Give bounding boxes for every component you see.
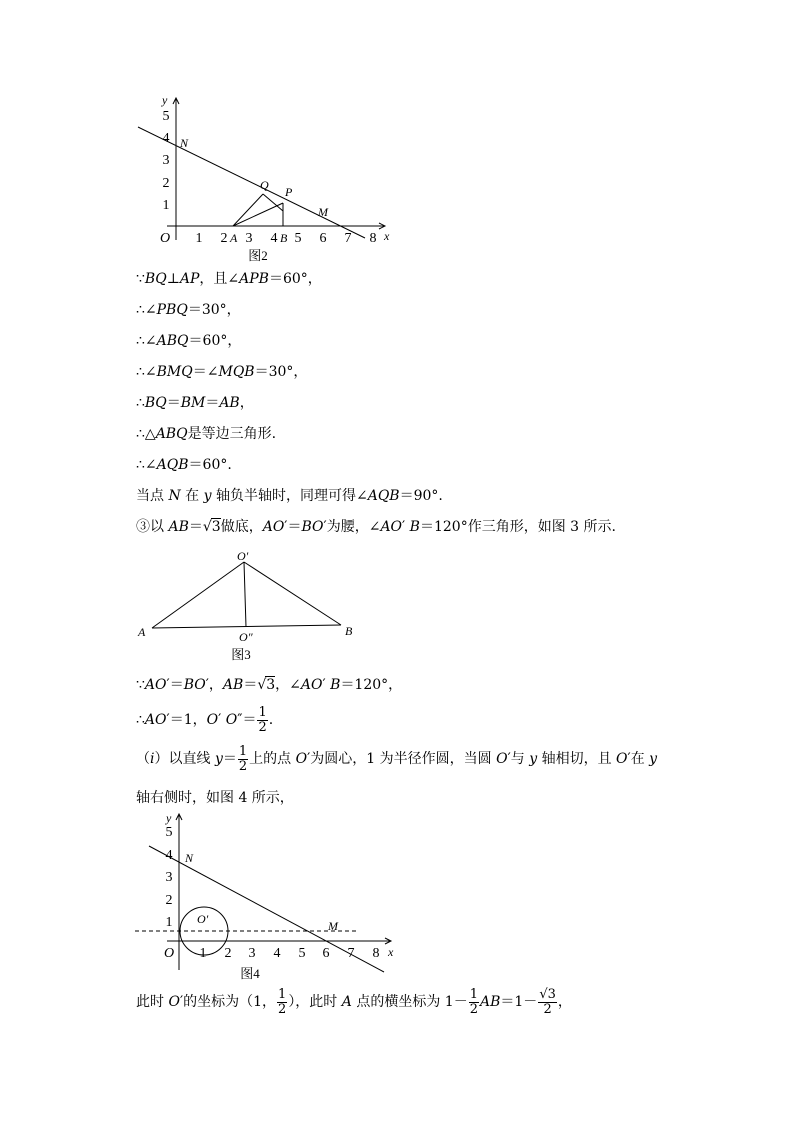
figure-4 — [135, 810, 395, 985]
origin-label: O — [159, 231, 171, 246]
x-tick-5: 5 — [298, 946, 306, 961]
point-a-label: A — [138, 625, 146, 639]
x-tick-4: 4 — [273, 946, 281, 961]
x-tick-1: 1 — [195, 231, 203, 246]
figure-3 — [135, 545, 365, 665]
fraction-half: $\frac{1}{2}$ — [258, 704, 267, 735]
x-tick-8: 8 — [369, 231, 377, 246]
point-m-label: M — [328, 919, 338, 933]
y-tick-2: 2 — [165, 893, 173, 908]
x-tick-3: 3 — [248, 946, 256, 961]
y-tick-5: 5 — [165, 825, 173, 840]
y-tick-4: 4 — [165, 848, 173, 863]
segment-a-o1 — [152, 562, 244, 628]
x-tick-7: 7 — [344, 231, 352, 246]
x-tick-4: 4 — [270, 231, 278, 246]
line-6: ∴△ABQ是等边三角形. — [136, 426, 277, 442]
origin-label: O — [163, 946, 175, 961]
line-4: ∴∠BMQ＝∠MQB＝30°， — [136, 364, 308, 380]
y-axis-label: y — [166, 811, 172, 825]
x-tick-3: 3 — [245, 231, 253, 246]
y-tick-2: 2 — [162, 176, 170, 191]
line-2: ∴∠PBQ＝30°， — [136, 302, 241, 318]
line-8: 当点 N 在 y 轴负半轴时，同理可得∠AQB＝90°. — [136, 488, 443, 504]
x-tick-2: 2 — [224, 946, 232, 961]
line-3: ∴∠ABQ＝60°， — [136, 333, 242, 349]
figure-3-caption: 图3 — [231, 647, 251, 662]
point-p-label: P — [285, 185, 293, 199]
fraction-half: $\frac{1}{2}$ — [238, 743, 248, 774]
segment-a-b — [152, 625, 341, 628]
line-5: ∴BQ＝BM＝AB， — [136, 395, 254, 411]
line-12: （i）以直线 y＝ $\frac{1}{2}$ 上的点 O′为圆心，1 为半径作圆，当圆 O′与 y 轴相切，且 O′在 y — [136, 743, 658, 774]
line-9: ③以 AB＝√3做底，AO′＝BO′为腰，∠AO′ B＝120°作三角形，如图 3 所示. — [136, 519, 616, 535]
figure-4-caption: 图4 — [240, 966, 260, 981]
point-a-label: A — [230, 231, 238, 245]
y-tick-1: 1 — [165, 915, 173, 930]
fraction-root3-over-2: $\frac{√3}{2}$ — [539, 986, 556, 1017]
line-14: 此时 O′的坐标为（1， $\frac{1}{2}$ ），此时 A 点的横坐标为 1－ $\frac{1}{2}$ AB＝1－ $\frac{√3}{2}$ ， — [136, 986, 572, 1017]
fraction-half: $\frac{1}{2}$ — [469, 986, 478, 1017]
y-tick-3: 3 — [165, 870, 173, 885]
point-n-label: N — [180, 136, 189, 150]
point-o1-label: O′ — [237, 549, 249, 563]
x-tick-1: 1 — [199, 946, 207, 961]
line-13: 轴右侧时，如图 4 所示， — [136, 790, 294, 806]
figure-2 — [135, 92, 395, 267]
line-11: ∴AO′＝1，O′ O″＝ $\frac{1}{2}$ . — [136, 704, 274, 735]
x-tick-2: 2 — [220, 231, 228, 246]
y-tick-3: 3 — [162, 153, 170, 168]
x-tick-6: 6 — [319, 231, 327, 246]
segment-o1-o2 — [244, 562, 246, 627]
segment-o1-b — [244, 562, 341, 625]
figure-2-caption: 图2 — [248, 248, 268, 263]
fraction-half: $\frac{1}{2}$ — [278, 986, 287, 1017]
center-o1-label: O′ — [197, 912, 209, 926]
segment-ap — [233, 203, 283, 226]
point-b-label: B — [280, 231, 288, 245]
y-tick-1: 1 — [162, 198, 170, 213]
x-tick-5: 5 — [294, 231, 302, 246]
x-axis-label: x — [384, 229, 390, 243]
y-axis-label: y — [162, 93, 168, 107]
y-tick-5: 5 — [162, 109, 170, 124]
point-b-label: B — [345, 624, 353, 638]
line-7: ∴∠AQB＝60°. — [136, 457, 232, 473]
x-tick-8: 8 — [372, 946, 380, 961]
point-q-label: Q — [260, 178, 269, 192]
x-tick-7: 7 — [347, 946, 355, 961]
y-tick-4: 4 — [162, 131, 170, 146]
line-1: ∵BQ⊥AP，且∠APB＝60°， — [136, 271, 322, 287]
line-10: ∵AO′＝BO′，AB＝√3，∠AO′ B＝120°， — [136, 677, 403, 693]
line-nm — [138, 127, 365, 238]
x-axis-label: x — [388, 945, 394, 959]
x-tick-6: 6 — [322, 946, 330, 961]
segment-aq — [233, 194, 263, 226]
point-m-label: M — [318, 205, 328, 219]
point-o2-label: O″ — [239, 630, 253, 644]
point-n-label: N — [185, 851, 194, 865]
